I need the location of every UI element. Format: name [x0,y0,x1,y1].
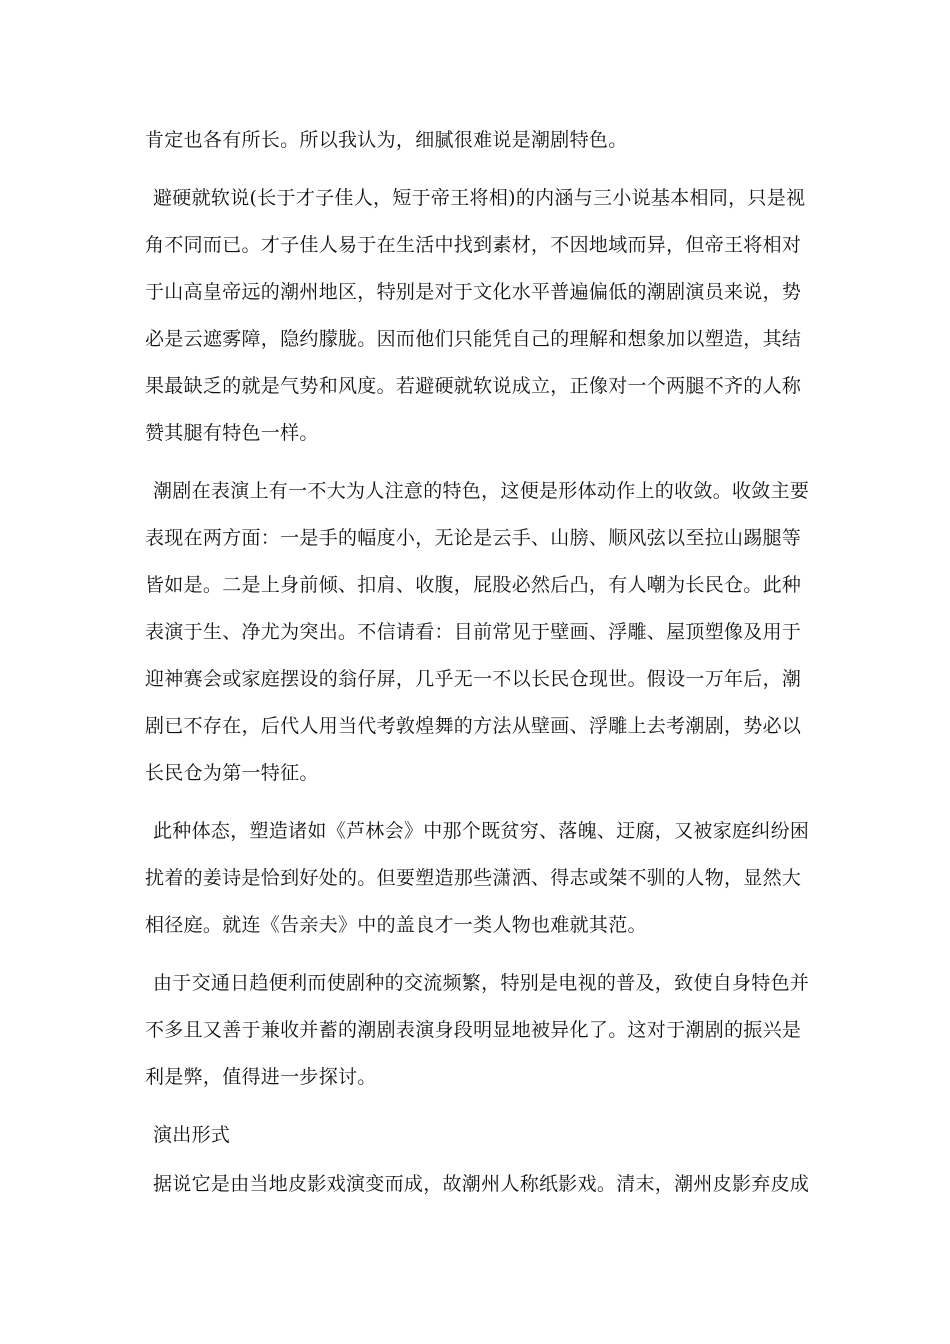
paragraph-line: 必是云遮雾障，隐约朦胧。因而他们只能凭自己的理解和想象加以塑造，其结 [145,328,802,350]
paragraph-line: 剧已不存在，后代人用当代考敦煌舞的方法从壁画、浮雕上去考潮剧，势必以 [145,715,802,737]
paragraph-line: 赞其腿有特色一样。 [145,422,319,444]
paragraph-line: 潮剧在表演上有一不大为人注意的特色，这便是形体动作上的收敛。收敛主要 [153,480,810,502]
paragraph-line: 利是弊，值得进一步探讨。 [145,1066,377,1088]
paragraph-line: 避硬就软说(长于才子佳人，短于帝王将相)的内涵与三小说基本相同，只是视 [153,187,806,209]
paragraph-line: 据说它是由当地皮影戏演变而成，故潮州人称纸影戏。清末，潮州皮影弃皮成 [153,1173,810,1195]
paragraph-line: 不多且又善于兼收并蓄的潮剧表演身段明显地被异化了。这对于潮剧的振兴是 [145,1019,802,1041]
paragraph-line: 肯定也各有所长。所以我认为，细腻很难说是潮剧特色。 [145,129,628,151]
paragraph-line: 迎神赛会或家庭摆设的翁仔屏，几乎无一不以长民仓现世。假设一万年后，潮 [145,668,802,690]
paragraph-line: 扰着的姜诗是恰到好处的。但要塑造那些潇洒、得志或桀不驯的人物，显然大 [145,867,802,889]
section-heading: 演出形式 [153,1124,231,1146]
paragraph-line: 表现在两方面：一是手的幅度小，无论是云手、山膀、顺风弦以至拉山踢腿等 [145,527,802,549]
paragraph-line: 长民仓为第一特征。 [145,762,319,784]
paragraph-line: 表演于生、净尤为突出。不信请看：目前常见于壁画、浮雕、屋顶塑像及用于 [145,621,802,643]
paragraph-line: 果最缺乏的就是气势和风度。若避硬就软说成立，正像对一个两腿不齐的人称 [145,375,802,397]
paragraph-line: 此种体态，塑造诸如《芦林会》中那个既贫穷、落魄、迂腐，又被家庭纠纷困 [153,820,810,842]
paragraph-line: 于山高皇帝远的潮州地区，特别是对于文化水平普遍偏低的潮剧演员来说，势 [145,281,802,303]
paragraph-line: 角不同而已。才子佳人易于在生活中找到素材，不因地域而异，但帝王将相对 [145,234,802,256]
paragraph-line: 由于交通日趋便利而使剧种的交流频繁，特别是电视的普及，致使自身特色并 [153,972,810,994]
paragraph-line: 皆如是。二是上身前倾、扣肩、收腹，屁股必然后凸，有人嘲为长民仓。此种 [145,574,802,596]
paragraph-line: 相径庭。就连《告亲夫》中的盖良才一类人物也难就其范。 [145,914,647,936]
